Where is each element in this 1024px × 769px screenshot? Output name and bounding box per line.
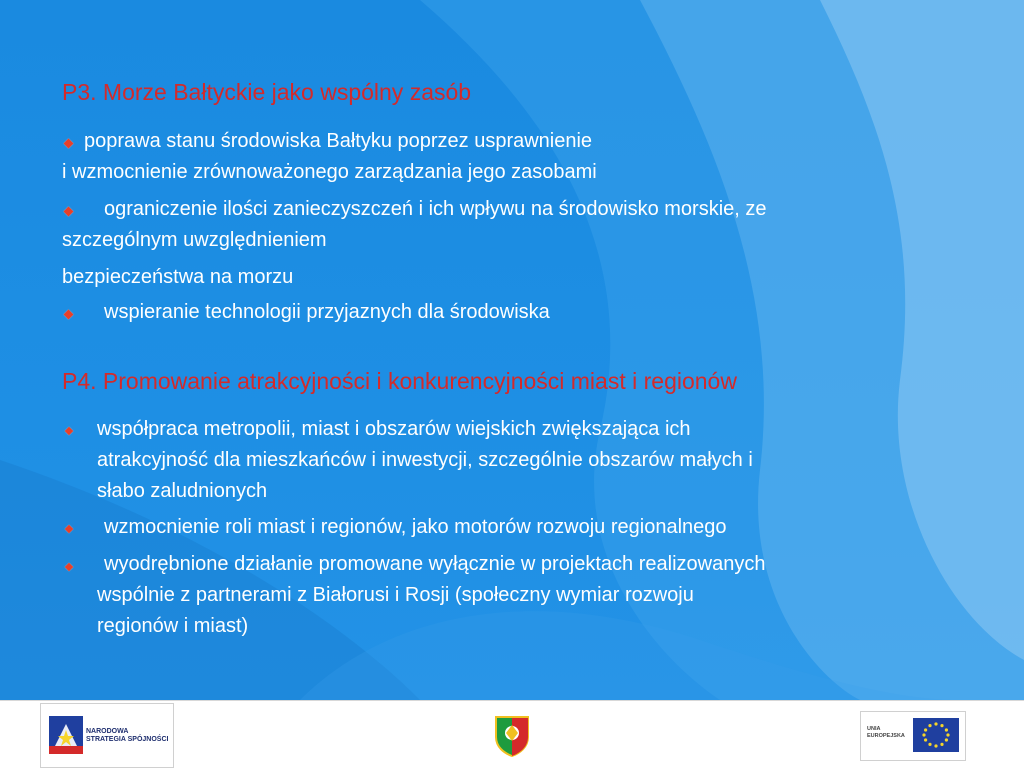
eu-logo-text: UNIA EUROPEJSKA <box>867 726 905 739</box>
bullet-icon <box>65 525 73 533</box>
p3-bullet-3-line-1: wspieranie technologii przyjaznych dla środowiska <box>104 301 550 323</box>
footer-logos <box>0 700 1024 769</box>
coat-of-arms-icon <box>494 715 530 757</box>
bullet-icon <box>64 310 74 320</box>
section-heading-p4: P4. Promowanie atrakcyjności i konkurencyjności miast i regionów <box>62 368 737 394</box>
p3-bullet-1-line-1: poprawa stanu środowiska Bałtyku poprzez usprawnienie <box>84 130 593 152</box>
eu-logo <box>860 711 966 761</box>
p3-bullet-1-line-2: i wzmocnienie zrównoważonego zarządzania jego zasobami <box>62 161 597 183</box>
nss-logo <box>40 703 174 768</box>
bullet-icon <box>65 427 73 435</box>
eu-flag-icon <box>913 718 959 752</box>
bullet-icon <box>65 563 73 571</box>
p4-bullet-3-line-3: regionów i miast) <box>97 615 249 637</box>
p4-bullet-1-line-1: współpraca metropolii, miast i obszarów wiejskich zwiększająca ich <box>97 418 691 440</box>
p4-bullet-3-line-1: wyodrębnione działanie promowane wyłącznie w projektach realizowanych <box>104 553 766 575</box>
p3-bullet-2-line-3: bezpieczeństwa na morzu <box>62 266 294 288</box>
p4-bullet-3-line-2: wspólnie z partnerami z Białorusi i Rosji (społeczny wymiar rozwoju <box>97 584 694 606</box>
p3-bullet-2-line-2: szczególnym uwzględnieniem <box>62 229 327 251</box>
p4-bullet-2-line-1: wzmocnienie roli miast i regionów, jako motorów rozwoju regionalnego <box>104 516 727 538</box>
bullet-icon <box>64 139 74 149</box>
bullet-icon <box>64 207 74 217</box>
section-heading-p3: P3. Morze Bałtyckie jako wspólny zasób <box>62 79 472 105</box>
p4-bullet-1-line-3: słabo zaludnionych <box>97 480 268 502</box>
nss-logo-icon <box>49 716 83 754</box>
nss-logo-text: NARODOWA STRATEGIA SPÓJNOŚCI <box>86 728 169 743</box>
p3-bullet-2-line-1: ograniczenie ilości zanieczyszczeń i ich wpływu na środowisko morskie, ze <box>104 198 767 220</box>
p4-bullet-1-line-2: atrakcyjność dla mieszkańców i inwestycji, szczególnie obszarów małych i <box>97 449 753 471</box>
